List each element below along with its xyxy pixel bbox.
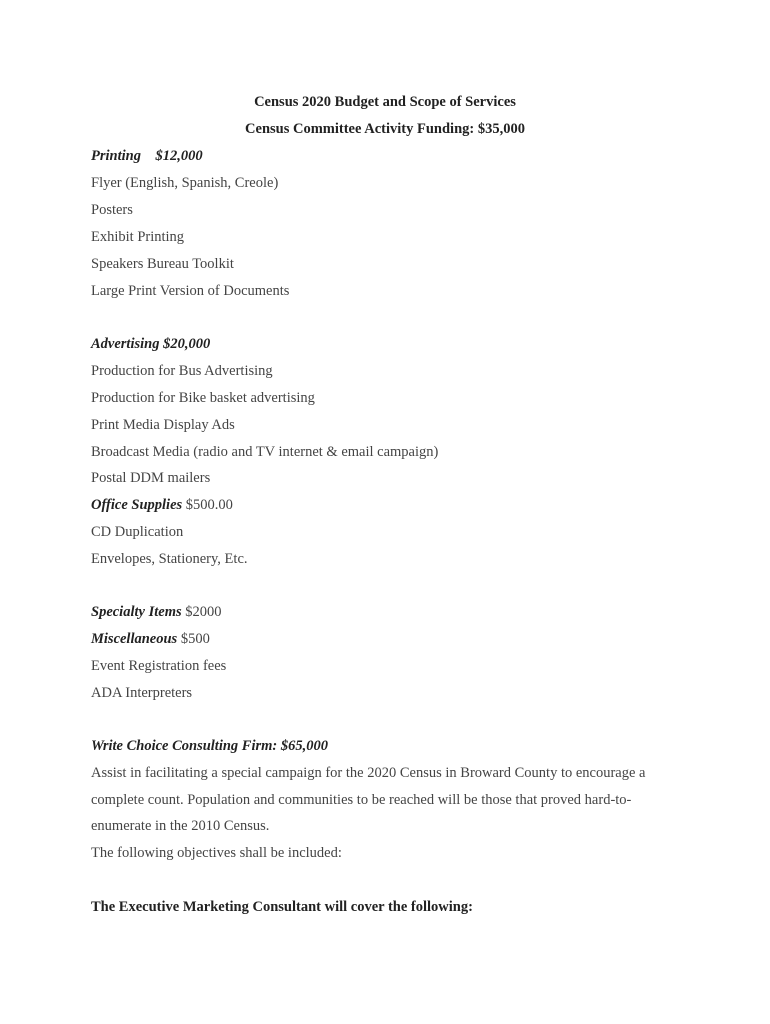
paragraph-line: complete count. Population and communities to be reached will be those that proved hard-to-	[91, 792, 632, 808]
list-item: Broadcast Media (radio and TV internet & email campaign)	[91, 444, 439, 460]
list-item: ADA Interpreters	[91, 685, 193, 701]
list-item: Envelopes, Stationery, Etc.	[91, 551, 248, 567]
miscellaneous-heading: Miscellaneous	[91, 631, 178, 647]
list-item: Postal DDM mailers	[91, 470, 211, 486]
list-item: Event Registration fees	[91, 658, 227, 674]
list-item: Speakers Bureau Toolkit	[91, 256, 234, 272]
paragraph-line: enumerate in the 2010 Census.	[91, 818, 270, 834]
list-item: Production for Bike basket advertising	[91, 390, 315, 406]
paragraph-line: The following objectives shall be included:	[91, 845, 342, 861]
list-item: Exhibit Printing	[91, 229, 185, 245]
miscellaneous-amount: $500	[180, 631, 210, 647]
specialty-items-heading: Specialty Items	[91, 604, 182, 620]
miscellaneous-heading-line	[91, 631, 210, 648]
executive-consultant-heading: The Executive Marketing Consultant will cover the following:	[91, 899, 473, 915]
document-subtitle: Census Committee Activity Funding: $35,000	[245, 121, 525, 137]
paragraph-line: Assist in facilitating a special campaign for the 2020 Census in Broward County to encourage a	[91, 765, 646, 781]
document-title: Census 2020 Budget and Scope of Services	[254, 94, 516, 110]
printing-heading-line	[91, 148, 203, 165]
printing-heading: Printing	[91, 148, 141, 164]
list-item: Production for Bus Advertising	[91, 363, 273, 379]
specialty-items-amount: $2000	[185, 604, 222, 620]
write-choice-heading: Write Choice Consulting Firm: $65,000	[91, 738, 329, 754]
list-item: CD Duplication	[91, 524, 184, 540]
list-item: Posters	[91, 202, 133, 218]
office-supplies-heading-line	[91, 497, 233, 514]
list-item: Print Media Display Ads	[91, 417, 235, 433]
list-item: Large Print Version of Documents	[91, 283, 290, 299]
specialty-items-heading-line	[91, 604, 222, 621]
office-supplies-amount: $500.00	[185, 497, 233, 513]
advertising-heading: Advertising $20,000	[91, 336, 211, 352]
office-supplies-heading: Office Supplies	[91, 497, 183, 513]
printing-amount: $12,000	[155, 148, 203, 164]
list-item: Flyer (English, Spanish, Creole)	[91, 175, 279, 191]
